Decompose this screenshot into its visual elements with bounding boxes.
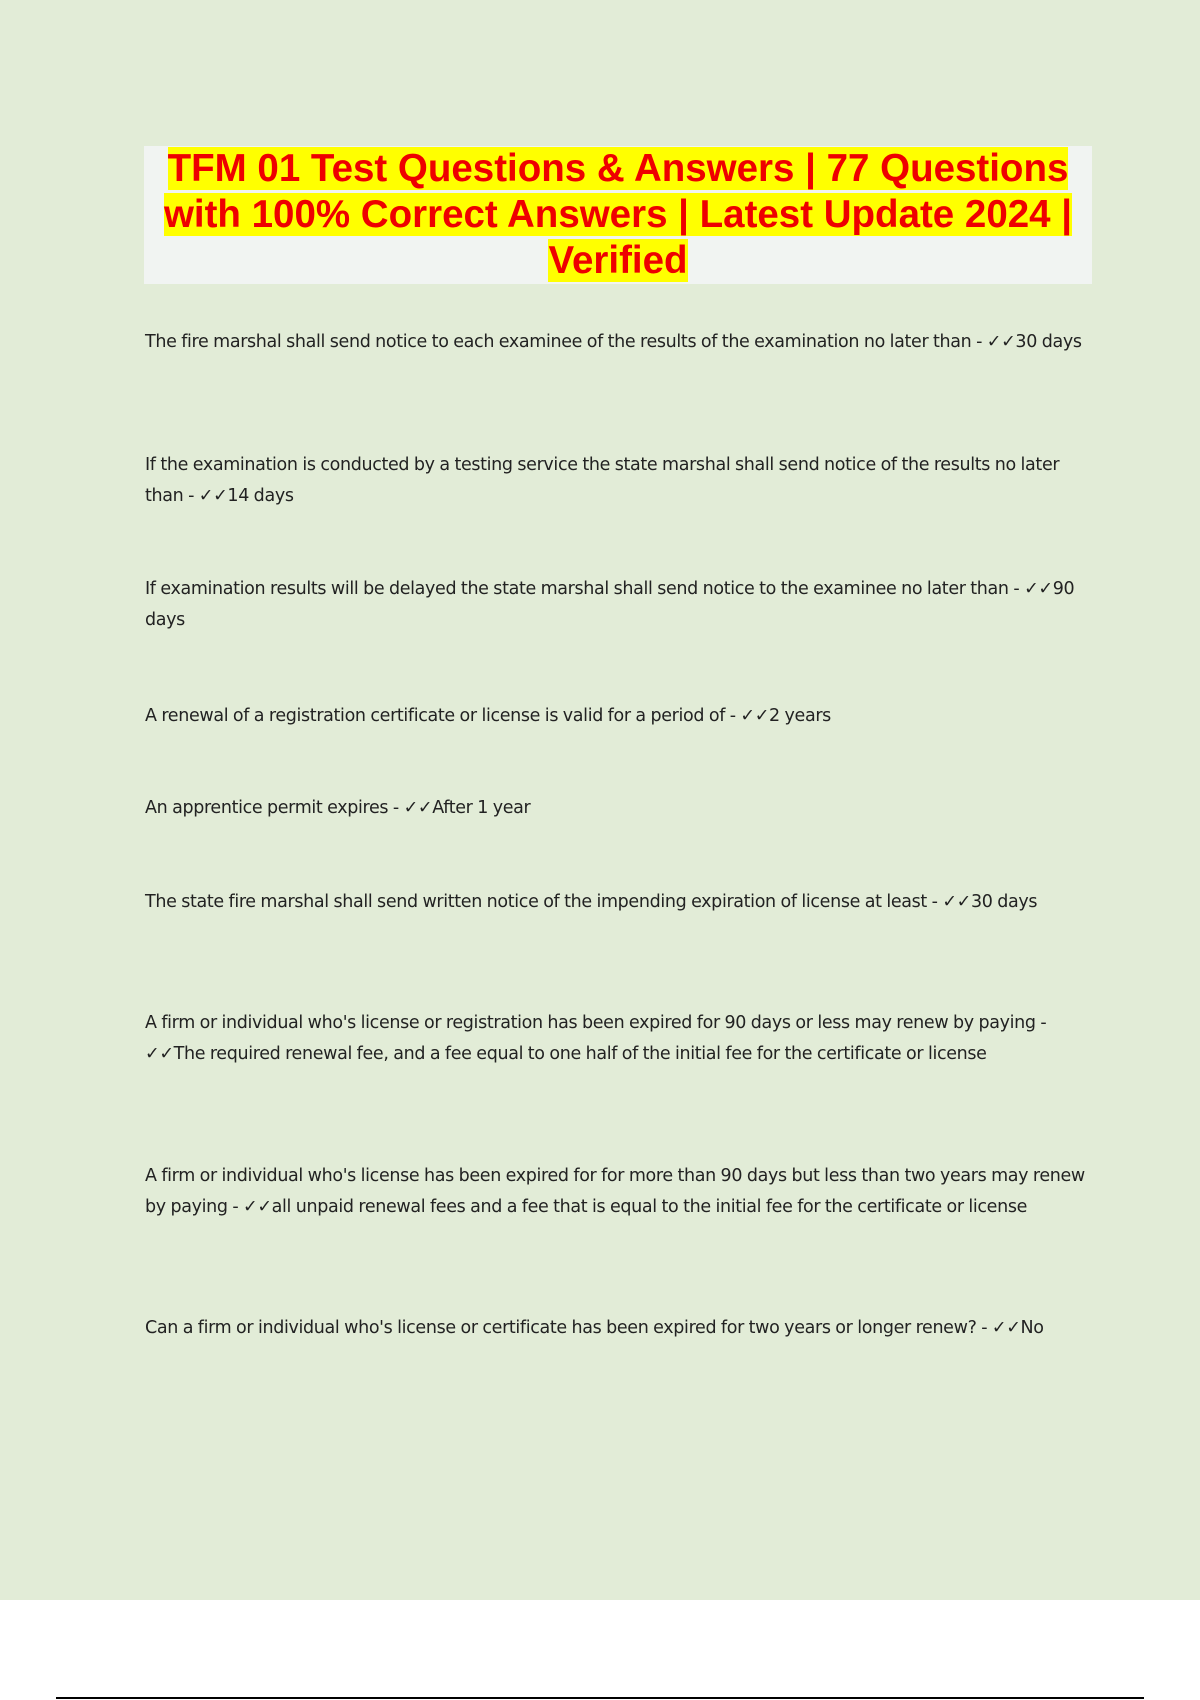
- check-mark-icon: ✓✓: [403, 798, 433, 818]
- answer-text: 2 years: [769, 706, 831, 726]
- answer-text: 14 days: [227, 486, 294, 506]
- question-text: If the examination is conducted by a testing service the state marshal shall send notice of the results no later than -: [145, 455, 1060, 506]
- qa-item: [145, 574, 1095, 636]
- answer-text: After 1 year: [432, 798, 531, 818]
- check-mark-icon: ✓✓: [986, 332, 1016, 352]
- answer-text: 90 days: [145, 579, 1075, 630]
- check-mark-icon: ✓✓: [198, 486, 228, 506]
- question-text: A renewal of a registration certificate or license is valid for a period of -: [145, 706, 741, 726]
- qa-item: [145, 1008, 1095, 1070]
- check-mark-icon: ✓✓: [740, 706, 770, 726]
- question-text: A firm or individual who's license has been expired for for more than 90 days but less than two years may renew by paying -: [145, 1166, 1085, 1217]
- document-title: TFM 01 Test Questions & Answers | 77 Questions with 100% Correct Answers | Latest Update 2024 | Verified: [163, 147, 1073, 282]
- qa-item: [145, 327, 1095, 358]
- question-text: The state fire marshal shall send written notice of the impending expiration of license at least -: [145, 892, 943, 912]
- check-mark-icon: ✓✓: [243, 1197, 272, 1217]
- answer-text: all unpaid renewal fees and a fee that is equal to the initial fee for the certificate or license: [271, 1197, 1028, 1217]
- answer-text: The required renewal fee, and a fee equal to one half of the initial fee for the certificate or license: [173, 1044, 987, 1064]
- answer-text: 30 days: [970, 892, 1038, 912]
- qa-item: [145, 701, 1095, 732]
- qa-item: [145, 887, 1095, 918]
- answer-text: No: [1020, 1318, 1044, 1338]
- question-text: An apprentice permit expires -: [145, 798, 404, 818]
- check-mark-icon: ✓✓: [1024, 579, 1053, 599]
- qa-item: [145, 1313, 1095, 1344]
- answer-text: 30 days: [1015, 332, 1082, 352]
- footer-divider: [56, 1697, 1144, 1699]
- question-text: The fire marshal shall send notice to each examinee of the results of the examination no later than -: [145, 332, 987, 352]
- title-block: [144, 146, 1092, 284]
- check-mark-icon: ✓✓: [145, 1044, 174, 1064]
- question-text: A firm or individual who's license or registration has been expired for 90 days or less may renew by paying -: [145, 1013, 1047, 1033]
- qa-item: [145, 793, 1095, 824]
- check-mark-icon: ✓✓: [991, 1318, 1021, 1338]
- check-mark-icon: ✓✓: [942, 892, 971, 912]
- qa-item: [145, 1161, 1095, 1223]
- question-text: If examination results will be delayed the state marshal shall send notice to the examinee no later than -: [145, 579, 1025, 599]
- qa-item: [145, 450, 1095, 512]
- question-text: Can a firm or individual who's license or certificate has been expired for two years or longer renew? -: [145, 1318, 992, 1338]
